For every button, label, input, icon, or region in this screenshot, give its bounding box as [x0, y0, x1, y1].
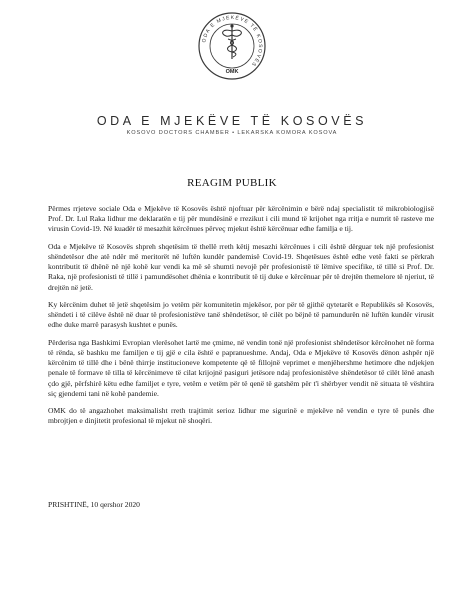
paragraph: Përmes rrjeteve sociale Oda e Mjekëve të Kosovës është njoftuar për kërcënimin e bërë ndaj specialistit të mikrobiologjisë Prof. Dr. Lul Raka lidhur me deklaratën e tij për mundësinë e rrezikut i cili mund të krijohet nga rritja e numrit të rasteve me virusin Covid-19. Në kuadër të mesazhit kërcënues përveç mjekut është kërcënuar edhe familja e tij.	[48, 204, 434, 234]
organization-subtitle: KOSOVO DOCTORS CHAMBER • LEKARSKA KOMORA KOSOVA	[126, 130, 338, 136]
paragraph: Përderisa nga Bashkimi Evropian vlerësohet lartë me çmime, në vendin tonë një profesionist shëndetësor kërcënohet në forma të rënda, së bashku me familjen e tij gjë e cila është e papranueshme. Andaj, Oda e Mjekëve të Kosovës dënon ashpër një kërcënim të tillë dhe i bënë thirrje institucioneve kompetente që të fillojnë veprimet e menjëhershme hetimore dhe ndjekjen penale të formave të tilla të kërcënimeve të cilat krijojnë pasiguri jetësore ndaj profesionistëve shëndetësor të cilët lënë anash çdo gjë, përfshirë këtu edhe familjet e tyre, vetëm e vetëm për të qenë të gatshëm për t'i shërbyer vendit në situata të vështira siç gjendemi tani në kohë pandemie.	[48, 337, 434, 398]
seal-center-text: OMK	[225, 69, 239, 75]
paragraph: OMK do të angazhohet maksimalisht rreth trajtimit serioz lidhur me sigurinë e mjekëve në vendin e tyre të punës dhe mbrojtjen e dinjitetit profesional të mjekut në shoqëri.	[48, 406, 434, 426]
paragraph: Ky kërcënim duhet të jetë shqetësim jo vetëm për komunitetin mjekësor, por për të gjithë qytetarët e Republikës së Kosovës, shëndeti i të cilëve është në duar të profesionistëve tanë shëndetësor, të cilët po bëjnë të pamundurën në luftën kundër virusit edhe duke marrë parasysh kushtet e punës.	[48, 300, 434, 330]
document-body	[48, 204, 434, 434]
paragraph: Oda e Mjekëve të Kosovës shpreh shqetësim të thellë rreth këtij mesazhi kërcënues i cili është dërguar tek një profesionist shëndetësor dhe atë ndër më meritorët në luftën kundër pandemisë Covid-19. Shqetësues është edhe vetë fakti se përkrah kontributit të dhënë në një kohë kur vendi ka më së shumti nevojë për profesionistë të lëmive specifike, të tillë si Prof. Dr. Raka, një profesionisti të tillë i pamundësohet dhënia e kontributit të tij duke e kërcënuar për të drejtën themelore të njeriut, të drejtën në jetë.	[48, 241, 434, 292]
organization-name: ODA E MJEKËVE TË KOSOVËS	[96, 114, 368, 128]
document-title: REAGIM PUBLIK	[187, 177, 277, 189]
caduceus-icon	[197, 11, 267, 81]
place-and-date: PRISHTINË, 10 qershor 2020	[48, 500, 140, 509]
seal-ring-text: ODA E MJEKËVE TË KOSOVËS	[201, 14, 264, 68]
chamber-seal-logo	[197, 11, 267, 81]
